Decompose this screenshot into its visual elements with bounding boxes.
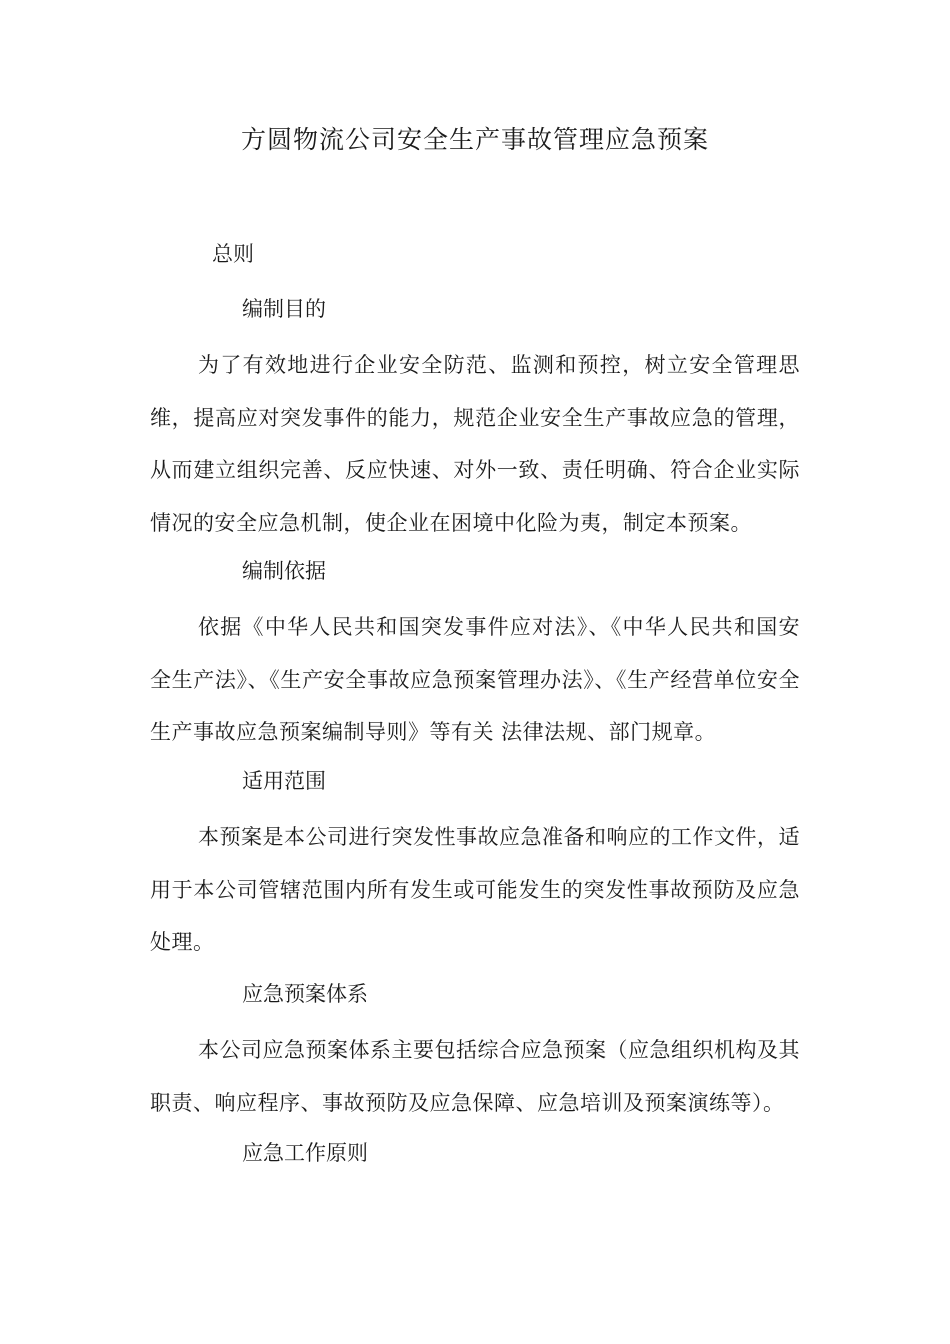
subsection-heading-scope: 适用范围: [242, 769, 326, 793]
document-title: 方圆物流公司安全生产事故管理应急预案: [240, 125, 709, 154]
subsection-heading-system: 应急预案体系: [242, 982, 368, 1006]
paragraph-scope: 本预案是本公司进行突发性事故应急准备和响应的工作文件，适用于本公司管辖范围内所有发生或可能发生的突发性事故预防及应急处理。: [150, 825, 800, 954]
subsection-heading-basis: 编制依据: [242, 559, 326, 583]
section-heading-general: 总则: [212, 242, 254, 266]
subsection-heading-principles: 应急工作原则: [242, 1141, 368, 1165]
paragraph-purpose: 为了有效地进行企业安全防范、监测和预控，树立安全管理思维，提高应对突发事件的能力，规范企业安全生产事故应急的管理，从而建立组织完善、反应快速、对外一致、责任明确、符合企业实际情况的安全应急机制，使企业在困境中化险为夷，制定本预案。: [150, 353, 800, 535]
paragraph-basis: 依据《中华人民共和国突发事件应对法》、《中华人民共和国安全生产法》、《生产安全事故应急预案管理办法》、《生产经营单位安全生产事故应急预案编制导则》等有关 法律法规、部门规章。: [150, 615, 800, 744]
subsection-heading-purpose: 编制目的: [242, 297, 326, 321]
paragraph-system: 本公司应急预案体系主要包括综合应急预案（应急组织机构及其职责、响应程序、事故预防及应急保障、应急培训及预案演练等）。: [150, 1038, 800, 1115]
